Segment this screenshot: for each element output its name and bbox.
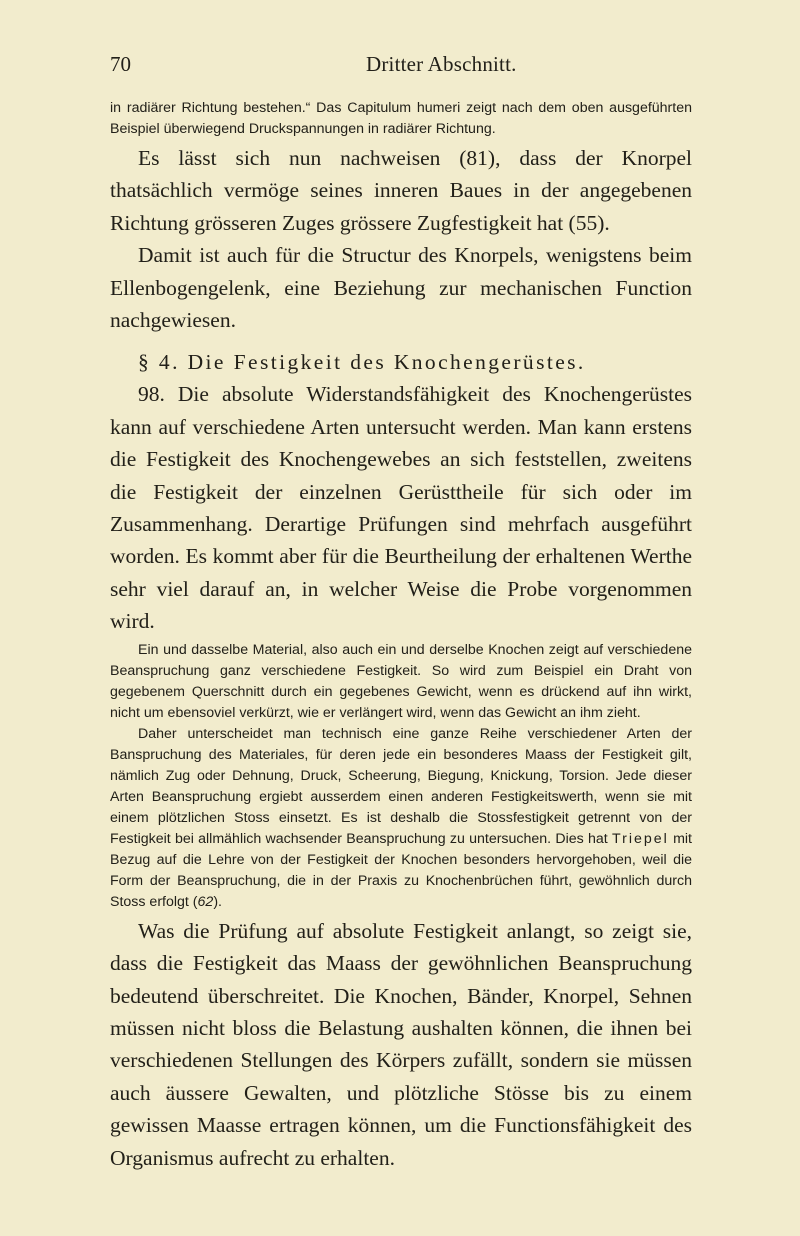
reference-number: 62 bbox=[197, 893, 214, 910]
paragraph-beanspruchung-text-1: Daher unterscheidet man technisch eine ganze Reihe verschiedener Arten der Banspruchung des Materiales, für deren jede ein besonderes Maass der Festigkeit gilt, nämlich Zug oder Dehnung, Druck, Scheerung, Biegung, Knickung, Torsion. Jede dieser Arten Beanspruchung ergiebt ausserdem einen anderen Festigkeitswerth, wenn sie mit einem plötzlichen Stoss einsetzt. Es ist deshalb die Stossfestigkeit getrennt von der Festigkeit bei allmählich wachsender Beanspruchung zu untersuchen. Dies hat bbox=[110, 725, 692, 847]
paragraph-widerstandsfaehigkeit: 98. Die absolute Widerstandsfähigkeit des Knochengerüstes kann auf verschiedene Arten untersucht werden. Man kann erstens die Festigkeit des Knochengewebes an sich feststellen, zweitens die Festigkeit der einzelnen Gerüsttheile für sich oder im Zusammenhang. Derartige Prüfungen sind mehrfach ausgeführt worden. Es kommt aber für die Beurtheilung der erhaltenen Werthe sehr viel darauf an, in welcher Weise die Probe vorgenommen wird. bbox=[110, 382, 692, 634]
paragraph-structur-knorpel: Damit ist auch für die Structur des Knorpels, wenigstens beim Ellenbogengelenk, eine Beziehung zur mechanischen Function nachgewiesen. bbox=[110, 243, 692, 333]
page-body bbox=[110, 98, 692, 1174]
paragraph-quote-end: in radiärer Richtung bestehen.“ Das Capitulum humeri zeigt nach dem oben ausgeführten Beispiel überwiegend Druckspannungen in radiärer Richtung. bbox=[110, 100, 692, 137]
running-head: Dritter Abschnitt. bbox=[366, 52, 517, 76]
page-header bbox=[0, 52, 800, 82]
paragraph-beanspruchung-text-3: ). bbox=[213, 893, 222, 910]
paragraph-knorpel-zug: Es lässt sich nun nachweisen (81), dass der Knorpel thatsächlich vermöge seines inneren Baues in der angegebenen Richtung grösseren Zuges grössere Zugfestigkeit hat (55). bbox=[110, 146, 692, 235]
page-number: 70 bbox=[110, 52, 131, 76]
paragraph-absolute-festigkeit: Was die Prüfung auf absolute Festigkeit anlangt, so zeigt sie, dass die Festigkeit das Maass der gewöhnlichen Beanspruchung bedeutend überschreitet. Die Knochen, Bänder, Knorpel, Sehnen müssen nicht bloss die Belastung aushalten können, die ihnen bei verschiedenen Stellungen des Körpers zufällt, sondern sie müssen auch äussere Gewalten, und plötzliche Stösse bis zu einem gewissen Maasse ertragen können, um die Functionsfähigkeit des Organismus aufrecht zu erhalten. bbox=[110, 918, 692, 1170]
paragraph-beanspruchung bbox=[110, 724, 692, 913]
section-heading: § 4. Die Festigkeit des Knochengerüstes. bbox=[138, 350, 586, 375]
paragraph-beanspruchung-text-2: mit Bezug auf die Lehre von der Festigkeit der Knochen besonders hervorgehoben, weil die Form der Beanspruchung, die in der Praxis zu Knochenbrüchen führt, gewöhnlich durch Stoss erfolgt ( bbox=[110, 830, 692, 910]
paragraph-material: Ein und dasselbe Material, also auch ein und derselbe Knochen zeigt auf verschiedene Beanspruchung ganz verschiedene Festigkeit. So wird zum Beispiel ein Draht von gegebenem Querschnitt durch ein gegebenes Gewicht, wenn es drückend auf ihn wirkt, nicht um ebensoviel verkürzt, wie er verlängert wird, wenn das Gewicht an ihm zieht. bbox=[110, 641, 692, 721]
author-name-triepel: Triepel bbox=[611, 830, 669, 847]
